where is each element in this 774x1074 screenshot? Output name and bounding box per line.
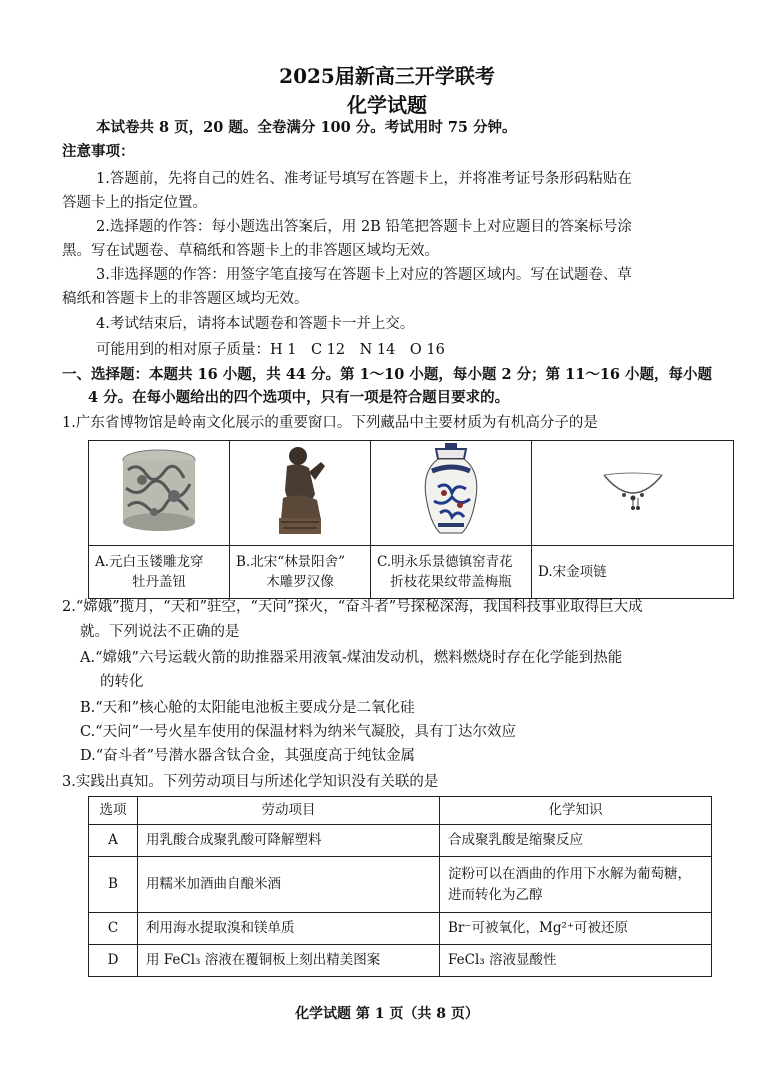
q2-stem-cont: 就。下列说法不正确的是 [80,624,240,640]
q1-image-a [89,441,230,546]
q1-option-c: C.明永乐景德镇窑青花 折枝花果纹带盖梅瓶 [371,546,532,599]
q3-header: 劳动项目 [138,797,440,825]
table-row: C 利用海水提取溴和镁单质 Br⁻可被氧化，Mg²⁺可被还原 [89,913,712,945]
q1-options-table [88,440,734,599]
q2-option-b: B.“天和”核心舱的太阳能电池板主要成分是二氧化硅 [80,700,415,716]
section-heading-cont: 4 分。在每小题给出的四个选项中，只有一项是符合题目要求的。 [88,389,510,406]
q1-option-d: D.宋金项链 [532,546,734,599]
q2-stem: 2.“嫦娥”揽月，“天和”驻空，“天问”探火，“奋斗者”号探秘深海，我国科技事业取得巨大成 [62,599,643,615]
notice-line: 3.非选择题的作答：用签字笔直接写在答题卡上对应的答题区域内。写在试题卷、草 [96,267,632,283]
exam-subject: 化学试题 [347,93,427,117]
page-footer: 化学试题 第 1 页（共 8 页） [295,1006,479,1022]
notice-line: 1.答题前，先将自己的姓名、准考证号填写在答题卡上，并将准考证号条形码粘贴在 [96,171,632,187]
wood-statue-icon [265,442,335,538]
necklace-icon [598,465,668,515]
q3-header: 化学知识 [440,797,712,825]
q1-stem: 1.广东省博物馆是岭南文化展示的重要窗口。下列藏品中主要材质为有机高分子的是 [62,415,598,431]
exam-title: 2025届新高三开学联考 [279,64,495,88]
q3-header-row [89,797,712,825]
q3-stem: 3.实践出真知。下列劳动项目与所述化学知识没有关联的是 [62,774,439,790]
q2-option-a-cont: 的转化 [100,674,144,690]
q1-option-a: A.元白玉镂雕龙穿 牡丹盖钮 [89,546,230,599]
q1-image-b [230,441,371,546]
q3-header: 选项 [89,797,138,825]
porcelain-vase-icon [420,441,482,539]
notice-line: 稿纸和答题卡上的非答题区域均无效。 [62,291,309,307]
section-heading: 一、选择题：本题共 16 小题，共 44 分。第 1～10 小题，每小题 2 分；第 11～16 小题，每小题 [62,366,713,383]
q1-image-d [532,441,734,546]
q3-table [88,796,712,977]
notice-line: 答题卡上的指定位置。 [62,195,207,211]
exam-info: 本试卷共 8 页，20 题。全卷满分 100 分。考试用时 75 分钟。 [96,119,517,136]
q1-option-b: B.北宋“林景阳舍” 木雕罗汉像 [230,546,371,599]
table-row: A 用乳酸合成聚乳酸可降解塑料 合成聚乳酸是缩聚反应 [89,825,712,857]
notice-line: 4.考试结束后，请将本试题卷和答题卡一并上交。 [96,316,415,332]
notice-line: 黑。写在试题卷、草稿纸和答题卡上的非答题区域均无效。 [62,243,439,259]
q2-option-a: A.“嫦娥”六号运载火箭的助推器采用液氧-煤油发动机，燃料燃烧时存在化学能到热能 [80,650,623,666]
q2-option-c: C.“天问”一号火星车使用的保温材料为纳米气凝胶，具有丁达尔效应 [80,724,517,740]
notice-line: 2.选择题的作答：每小题选出答案后，用 2B 铅笔把答题卡上对应题目的答案标号涂 [96,219,632,235]
q1-image-c [371,441,532,546]
table-row: D 用 FeCl₃ 溶液在覆铜板上刻出精美图案 FeCl₃ 溶液显酸性 [89,945,712,977]
table-row: B 用糯米加酒曲自酿米酒 淀粉可以在酒曲的作用下水解为葡萄糖，进而转化为乙醇 [89,857,712,913]
notice-heading: 注意事项： [62,143,135,160]
atomic-mass-line: 可能用到的相对原子质量：H 1 C 12 N 14 O 16 [96,342,445,358]
jade-carving-icon [114,444,204,536]
q2-option-d: D.“奋斗者”号潜水器含钛合金，其强度高于纯钛金属 [80,748,416,764]
